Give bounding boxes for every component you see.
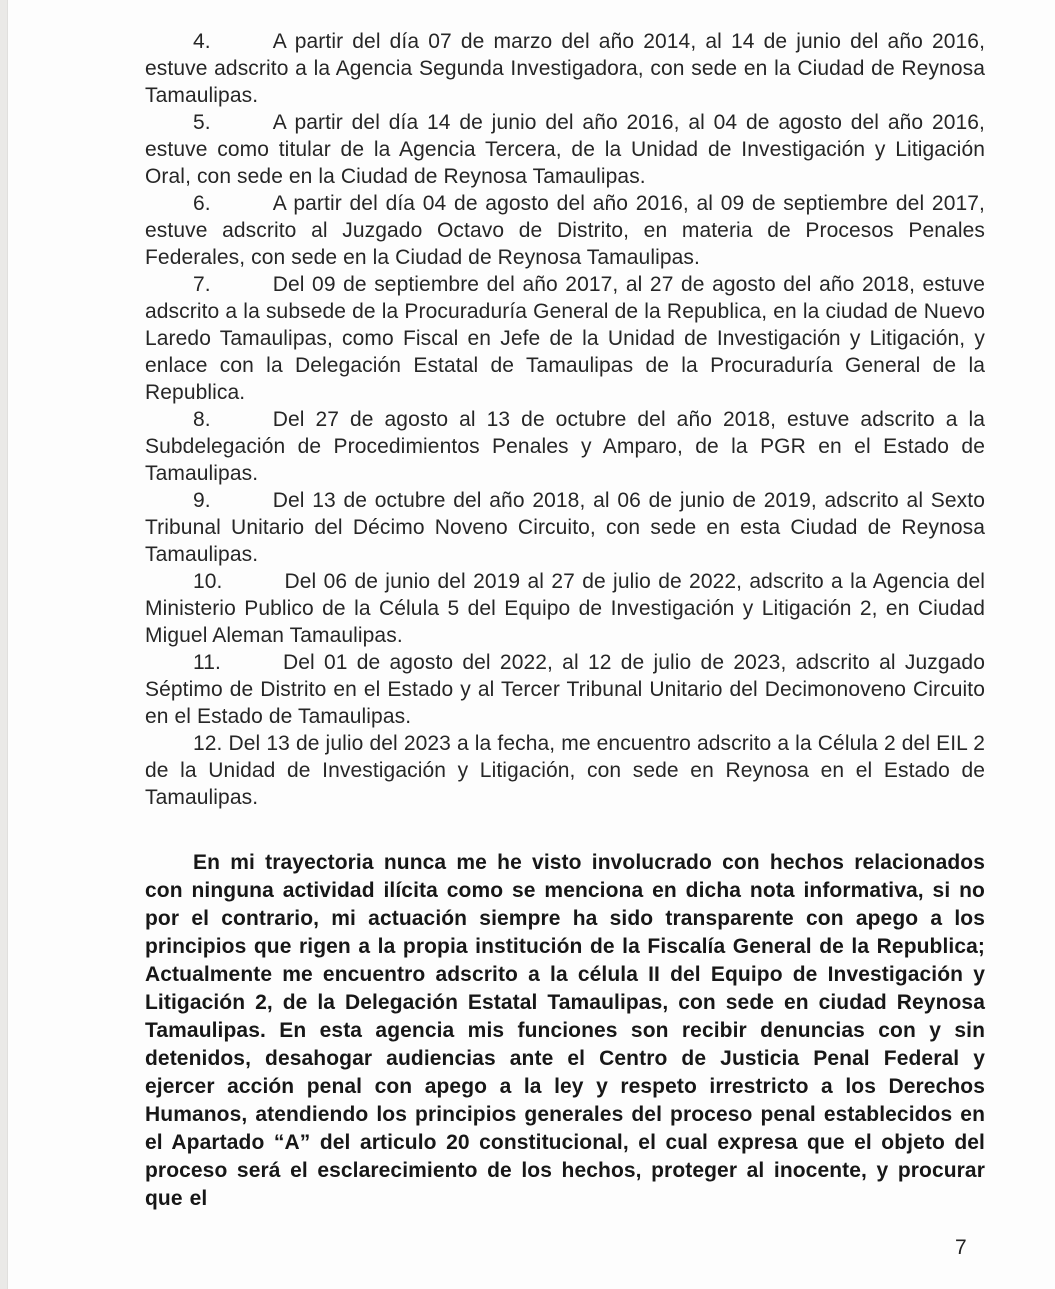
tab-space [211, 128, 273, 129]
tab-space [211, 506, 273, 507]
item-number: 5. [193, 111, 211, 134]
item-number: 12. [193, 732, 223, 755]
list-item-10 [145, 568, 985, 649]
item-text: Del 13 de julio del 2023 a la fecha, me encuentro adscrito a la Célula 2 del EIL 2 de la Unidad de Investigación y Litigación, con sede en Reynosa en el Estado de Tamaulipas. [145, 732, 985, 809]
item-text: Del 09 de septiembre del año 2017, al 27 de agosto del año 2018, estuve adscrito a la subsede de la Procuraduría General de la Republica, en la ciudad de Nuevo Laredo Tamaulipas, como Fiscal en Jefe de la Unidad de Investigación y Litigación, y enlace con la Delegación Estatal de Tamaulipas de la Procuraduría General de la Republica. [145, 273, 985, 404]
item-number: 8. [193, 408, 211, 431]
tab-space [223, 587, 285, 588]
item-text: A partir del día 14 de junio del año 2016, al 04 de agosto del año 2016, estuve como titular de la Agencia Tercera, de la Unidad de Investigación y Litigación Oral, con sede en la Ciudad de Reynosa Tamaulipas. [145, 111, 985, 188]
page-number: 7 [955, 1236, 967, 1259]
tab-space [211, 209, 273, 210]
list-item-12 [145, 730, 985, 811]
item-number: 9. [193, 489, 211, 512]
tab-space [211, 290, 273, 291]
item-text: Del 06 de junio del 2019 al 27 de julio de 2022, adscrito a la Agencia del Ministerio Publico de la Célula 5 del Equipo de Investigación y Litigación 2, en Ciudad Miguel Aleman Tamaulipas. [145, 570, 985, 647]
item-text: Del 13 de octubre del año 2018, al 06 de junio de 2019, adscrito al Sexto Tribunal Unitario del Décimo Noveno Circuito, con sede en esta Ciudad de Reynosa Tamaulipas. [145, 489, 985, 566]
list-item-7 [145, 271, 985, 406]
item-number: 10. [193, 570, 223, 593]
item-number: 6. [193, 192, 211, 215]
list-item-11 [145, 649, 985, 730]
list-item-8 [145, 406, 985, 487]
tab-space [211, 47, 273, 48]
tab-space [221, 668, 283, 669]
item-number: 7. [193, 273, 211, 296]
tab-space [211, 425, 273, 426]
list-item-4 [145, 28, 985, 109]
item-number: 11. [193, 651, 221, 674]
item-text: A partir del día 07 de marzo del año 2014, al 14 de junio del año 2016, estuve adscrito a la Agencia Segunda Investigadora, con sede en la Ciudad de Reynosa Tamaulipas. [145, 30, 985, 107]
item-text: Del 01 de agosto del 2022, al 12 de julio de 2023, adscrito al Juzgado Séptimo de Distrito en el Estado y al Tercer Tribunal Unitario del Decimonoveno Circuito en el Estado de Tamaulipas. [145, 651, 985, 728]
closing-paragraph: En mi trayectoria nunca me he visto involucrado con hechos relacionados con ninguna actividad ilícita como se menciona en dicha nota informativa, si no por el contrario, mi actuación siempre ha sido transparente con apego a los principios que rigen a la propia institución de la Fiscalía General de la Republica; Actualmente me encuentro adscrito a la célula II del Equipo de Investigación y Litigación 2, de la Delegación Estatal Tamaulipas, con sede en ciudad Reynosa Tamaulipas. En esta agencia mis funciones son recibir denuncias con y sin detenidos, desahogar audiencias ante el Centro de Justicia Penal Federal y ejercer acción penal con apego a la ley y respeto irrestricto a los Derechos Humanos, atendiendo los principios generales del proceso penal establecidos en el Apartado “A” del articulo 20 constitucional, el cual expresa que el objeto del proceso será el esclarecimiento de los hechos, proteger al inocente, y procurar que el [145, 851, 985, 1210]
document-body [145, 28, 985, 1213]
list-item-5 [145, 109, 985, 190]
list-item-6 [145, 190, 985, 271]
scan-edge-strip [0, 0, 8, 1289]
item-text: Del 27 de agosto al 13 de octubre del año 2018, estuve adscrito a la Subdelegación de Procedimientos Penales y Amparo, de la PGR en el Estado de Tamaulipas. [145, 408, 985, 485]
item-number: 4. [193, 30, 211, 53]
list-item-9 [145, 487, 985, 568]
item-text: A partir del día 04 de agosto del año 2016, al 09 de septiembre del 2017, estuve adscrito al Juzgado Octavo de Distrito, en materia de Procesos Penales Federales, con sede en la Ciudad de Reynosa Tamaulipas. [145, 192, 985, 269]
